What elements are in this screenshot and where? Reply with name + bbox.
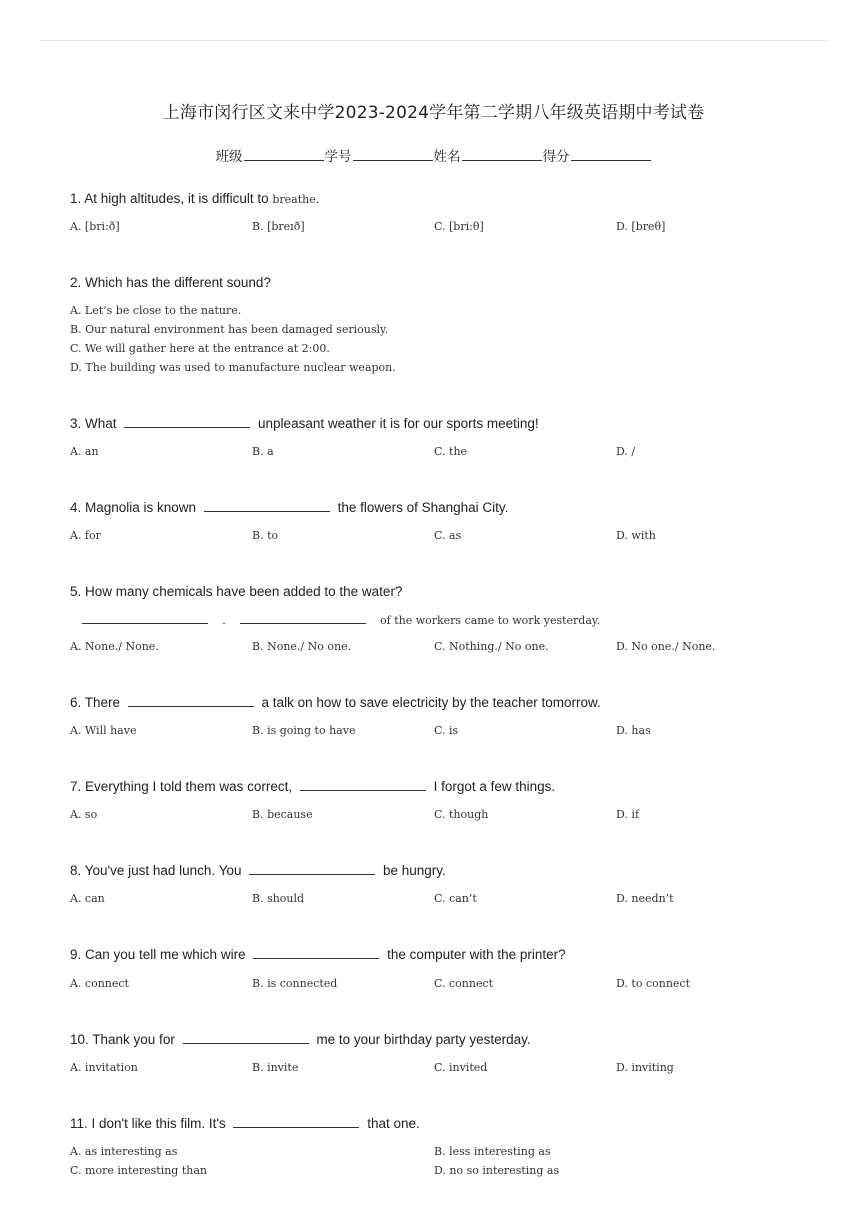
q9-option-d[interactable]: D. to connect [616,977,691,990]
q9-option-b[interactable]: B. is connected [252,977,338,990]
name-label: 姓名 [433,149,461,165]
q1-option-c[interactable]: C. [bri:θ] [434,220,484,233]
q4-option-d[interactable]: D. with [616,529,656,542]
q9-text-post: the computer with the printer? [383,947,566,962]
question-2: 2. Which has the different sound? [70,275,271,290]
id-field[interactable] [353,148,433,161]
q8-option-c[interactable]: C. can’t [434,892,477,905]
q5-option-a[interactable]: A. None./ None. [70,640,159,653]
q9-option-c[interactable]: C. connect [434,977,494,990]
score-label: 得分 [542,149,570,165]
q1-option-a[interactable]: A. [bri:ð] [70,220,120,233]
q6-option-a[interactable]: A. Will have [70,724,137,737]
question-1 [70,191,319,206]
q8-text-pre: 8. You've just had lunch. You [70,863,246,878]
q3-option-c[interactable]: C. the [434,445,468,458]
q7-option-a[interactable]: A. so [70,808,98,821]
q8-option-a[interactable]: A. can [70,892,105,905]
q11-option-d[interactable]: D. no so interesting as [434,1164,560,1177]
question-5: 5. How many chemicals have been added to the water? [70,584,403,599]
q8-text-post: be hungry. [379,863,446,878]
q6-option-c[interactable]: C. is [434,724,459,737]
q10-option-c[interactable]: C. invited [434,1061,488,1074]
q4-text-pre: 4. Magnolia is known [70,500,200,515]
q10-option-b[interactable]: B. invite [252,1061,299,1074]
class-label: 班级 [215,149,243,165]
q10-blank[interactable] [183,1032,309,1044]
page-title: 上海市闵行区文来中学2023-2024学年第二学期八年级英语期中考试卷 [162,103,705,123]
question-11 [70,1116,420,1131]
q6-option-d[interactable]: D. has [616,724,651,737]
question-10 [70,1032,531,1047]
q10-option-d[interactable]: D. inviting [616,1061,674,1074]
q8-blank[interactable] [249,863,375,875]
question-6 [70,695,601,710]
q8-option-d[interactable]: D. needn’t [616,892,674,905]
q9-option-a[interactable]: A. connect [70,977,129,990]
q3-option-d[interactable]: D. / [616,445,636,458]
q4-option-b[interactable]: B. to [252,529,279,542]
q3-blank[interactable] [124,416,250,428]
q3-option-b[interactable]: B. a [252,445,274,458]
q2-option-b[interactable]: B. Our natural environment has been damaged seriously. [70,323,389,336]
q7-option-d[interactable]: D. if [616,808,640,821]
q4-blank[interactable] [204,500,330,512]
q3-text-post: unpleasant weather it is for our sports meeting! [254,416,539,431]
q6-text-pre: 6. There [70,695,124,710]
question-7 [70,779,555,794]
score-field[interactable] [571,148,651,161]
q1-option-d[interactable]: D. [breθ] [616,220,666,233]
q9-text-pre: 9. Can you tell me which wire [70,947,250,962]
q7-text-post: I forgot a few things. [429,779,556,794]
q2-option-a[interactable]: A. Let’s be close to the nature. [70,304,242,317]
q5-answer-line [82,612,600,627]
q6-blank[interactable] [128,695,254,707]
q9-blank[interactable] [253,947,379,959]
q5-option-b[interactable]: B. None./ No one. [252,640,352,653]
q5-blank-1[interactable] [82,612,208,624]
q8-option-b[interactable]: B. should [252,892,305,905]
question-4 [70,500,508,515]
q4-text-post: the flowers of Shanghai City. [333,500,509,515]
class-field[interactable] [244,148,324,161]
q11-option-c[interactable]: C. more interesting than [70,1164,207,1177]
q3-text-pre: 3. What [70,416,121,431]
q10-text-post: me to your birthday party yesterday. [312,1032,531,1047]
question-1-text: 1. At high altitudes, it is difficult to [70,191,273,206]
q5-blank-2[interactable] [240,612,366,624]
q7-option-c[interactable]: C. though [434,808,489,821]
q7-blank[interactable] [300,779,426,791]
q10-option-a[interactable]: A. invitation [70,1061,138,1074]
q11-text-post: that one. [363,1116,420,1131]
id-label: 学号 [324,149,352,165]
q11-option-a[interactable]: A. as interesting as [70,1145,178,1158]
student-info-line [0,145,867,165]
q11-option-b[interactable]: B. less interesting as [434,1145,551,1158]
question-9 [70,947,566,962]
q3-option-a[interactable]: A. an [70,445,99,458]
q2-option-d[interactable]: D. The building was used to manufacture nuclear weapon. [70,361,396,374]
question-8 [70,863,446,878]
q11-text-pre: 11. I don't like this film. It's [70,1116,230,1131]
q1-option-b[interactable]: B. [breɪð] [252,220,305,233]
q10-text-pre: 10. Thank you for [70,1032,179,1047]
q5-text-post: of the workers came to work yesterday. [380,614,601,627]
q5-option-d[interactable]: D. No one./ None. [616,640,716,653]
name-field[interactable] [462,148,542,161]
q4-option-c[interactable]: C. as [434,529,462,542]
q2-option-c[interactable]: C. We will gather here at the entrance at 2:00. [70,342,330,355]
q6-option-b[interactable]: B. is going to have [252,724,356,737]
q11-blank[interactable] [233,1116,359,1128]
header-divider [40,40,827,41]
q6-text-post: a talk on how to save electricity by the teacher tomorrow. [257,695,601,710]
q5-option-c[interactable]: C. Nothing./ No one. [434,640,549,653]
question-1-word: breathe. [272,193,320,206]
q4-option-a[interactable]: A. for [70,529,101,542]
q7-text-pre: 7. Everything I told them was correct, [70,779,296,794]
q7-option-b[interactable]: B. because [252,808,313,821]
q5-separator: . [222,614,226,627]
question-3 [70,416,539,431]
